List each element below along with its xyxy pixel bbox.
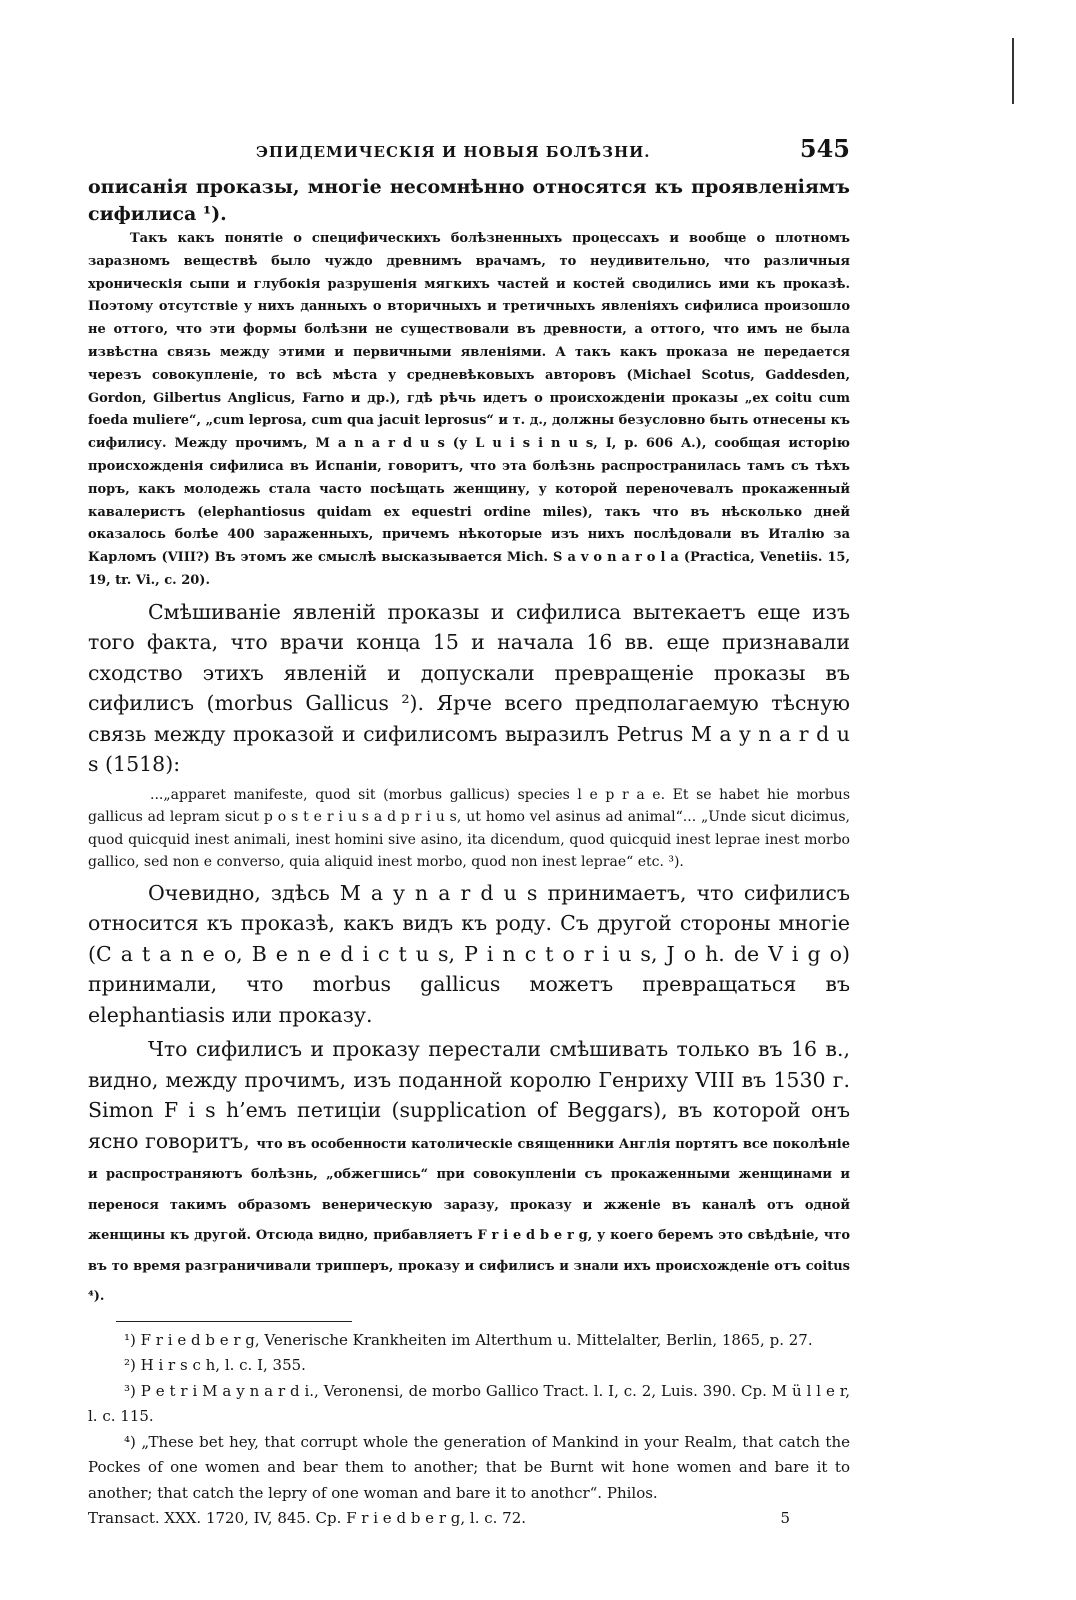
- paragraph-large-text: Что сифилисъ и проказу перестали смѣшивать только въ 16 в., видно, между прочимъ, изъ поданной королю Генриху VIII въ 1530 г. Simon F i s h’емъ петиціи (supplication of Beggars), въ которой онъ ясно говоритъ,: [88, 1037, 850, 1153]
- paragraph-small-print: Такъ какъ понятіе о специфическихъ болѣзненныхъ процессахъ и вообще о плотномъ заразномъ веществѣ было чуждо древнимъ врачамъ, то неудивительно, что различныя хроническія сыпи и глубокія разрушенія мягкихъ частей и костей сводились ими къ проказѣ. Поэтому отсутствіе у нихъ данныхъ о вторичныхъ и третичныхъ явленіяхъ сифилиса произошло не оттого, что эти формы болѣзни не существовали въ древности, а оттого, что имъ не была извѣстна связь между этими и первичными явленіями. А такъ какъ проказа не передается черезъ совокупленіе, то всѣ мѣста у средневѣковыхъ авторовъ (Michael Scotus, Gaddesden, Gordon, Gilbertus Anglicus, Farno и др.), гдѣ рѣчь идетъ о происхожденіи проказы „ex coitu cum foeda muliere“, „cum leprosa, cum qua jacuit leprosus“ и т. д., должны безусловно быть отнесены къ сифилису. Между прочимъ, M a n a r d u s (у L u i s i n u s, I, p. 606 A.), сообщая исторію происхожденія сифилиса въ Испаніи, говоритъ, что эта болѣзнь распространилась тамъ съ тѣхъ поръ, какъ молодежь стала часто посѣщать женщину, у которой переночевалъ прокаженный кавалеристъ (elephantiosus quidam ex equestri ordine miles), такъ что въ нѣсколько дней оказалось болѣе 400 зараженныхъ, причемъ нѣкоторые изъ нихъ послѣдовали въ Италію за Карломъ (VIII?) Въ этомъ же смыслѣ высказывается Mich. S a v o n a r o l a (Practica, Venetiis. 15, 19, tr. Vi., c. 20).: [88, 231, 850, 588]
- page-number: 545: [799, 134, 850, 163]
- footnote: ¹) F r i e d b e r g, Venerische Krankheiten im Alterthum u. Mittelalter, Berlin, 1865, p. 27.: [124, 1330, 813, 1349]
- page-header: [88, 134, 850, 174]
- footnote: ³) P e t r i M a y n a r d i., Veronensi, de morbo Gallico Tract. l. I, c. 2, Luis. 390. Cp. M ü l l e r, l. c. 115.: [88, 1381, 850, 1426]
- scan-edge-line: [1012, 38, 1014, 104]
- paragraph-continuation: описанія проказы, многіе несомнѣнно относятся къ проявленіямъ сифилиса ¹).: [88, 176, 850, 225]
- paragraph-body: [88, 1034, 850, 1309]
- footnote-last-line: [88, 1506, 850, 1532]
- footnote-rule: [116, 1321, 352, 1322]
- book-page: [88, 134, 850, 1532]
- block-quote: ...„apparet manifeste, quod sit (morbus gallicus) species l e p r a e. Et se habet hie morbus gallicus ad lepram sicut p o s t e r i u s a d p r i u s, ut homo vel asinus ad animal“... „Unde sicut dicimus, quod quicquid inest animali, inest homini sive asino, ita dicendum, quod quicquid inest leprae inest morbo gallico, sed non e converso, quia aliquid inest morbo, quod non inest leprae“ etc. ³).: [88, 786, 850, 871]
- footnote: ⁴) „These bet hey, that corrupt whole the generation of Mankind in your Realm, that catch the Pockes of one women and bear them to another; that be Burnt wit hone women and bare it to another; that catch the lepry of one woman and bare it to anothcr“. Philos.: [88, 1432, 850, 1502]
- footnote-end: Transact. XXX. 1720, IV, 845. Cp. F r i e d b e r g, l. c. 72.: [88, 1509, 527, 1528]
- paragraph-body: Смѣшиваніе явленій проказы и сифилиса вытекаетъ еще изъ того факта, что врачи конца 15 и начала 16 вв. еще признавали сходство этихъ явленій и допускали превращеніе проказы въ сифилисъ (morbus Gallicus ²). Ярче всего предполагаемую тѣсную связь между проказой и сифилисомъ выразилъ Petrus M a y n a r d u s (1518):: [88, 599, 850, 777]
- paragraph-small-text: что въ особенности католическіе священники Англія портятъ все поколѣніе и распространяютъ болѣзнь, „обжегшись“ при совокупленіи съ прокаженными женщинами и перенося такимъ образомъ венерическую заразу, проказу и жженіе въ каналѣ отъ одной женщины къ другой. Отсюда видно, прибавляетъ F r i e d b e r g, у коего беремъ это свѣдѣніе, что въ то время разграничивали трипперъ, проказу и сифилисъ и знали ихъ происхожденіе отъ coitus ⁴).: [88, 1136, 850, 1305]
- footnote: ²) H i r s c h, l. c. I, 355.: [124, 1356, 306, 1375]
- signature-mark: 5: [780, 1509, 790, 1528]
- running-title: ЭПИДЕМИЧЕСКІЯ И НОВЫЯ БОЛѢЗНИ.: [256, 143, 651, 161]
- paragraph-body: Очевидно, здѣсь M a y n a r d u s принимаетъ, что сифилисъ относится къ проказѣ, какъ видъ къ роду. Съ другой стороны многіе (C a t a n e o, B e n e d i c t u s, P i n c t o r i u s, J o h. de V i g o) принимали, что morbus gallicus можетъ превращаться въ elephantiasis или проказу.: [88, 880, 850, 1027]
